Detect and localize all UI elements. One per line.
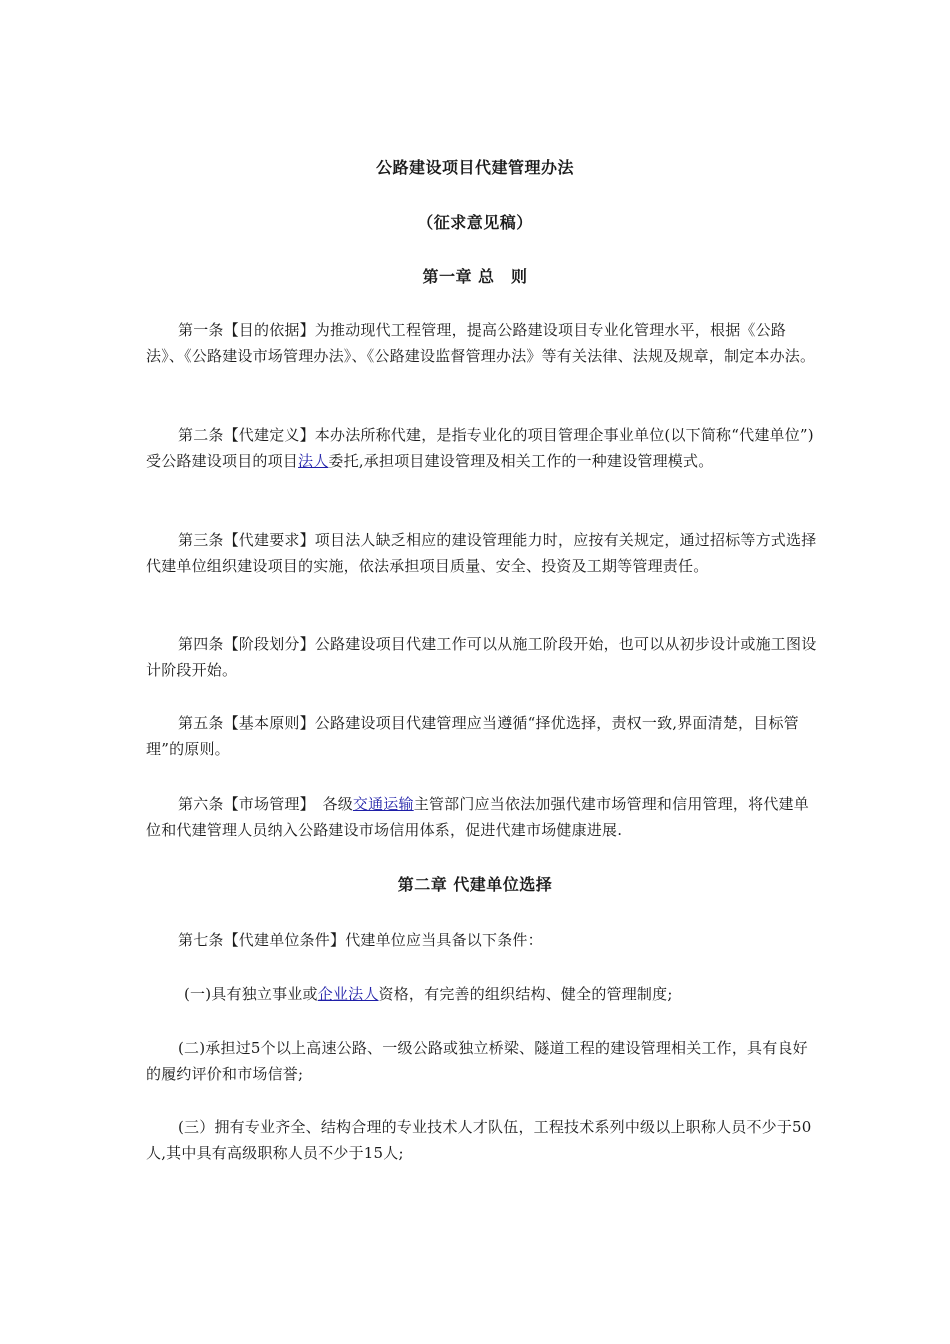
article-6-text-start: 第六条【市场管理】 各级	[178, 795, 353, 813]
article-4: 第四条【阶段划分】公路建设项目代建工作可以从施工阶段开始，也可以从初步设计或施工图设计阶段开始。	[146, 635, 817, 679]
link-corporate-legal-person[interactable]: 企业法人	[317, 985, 379, 1003]
article-7-item-1	[146, 982, 818, 1008]
article-2-text-start: 第二条【代建定义】本办法所称代建，是指专业化的项目管理企事业单位(以下简称“代建单位”)受公路建设项目的项目	[146, 426, 814, 470]
document-title: 公路建设项目代建管理办法	[375, 158, 574, 177]
article-2	[146, 423, 818, 474]
article-1: 第一条【目的依据】为推动现代工程管理，提高公路建设项目专业化管理水平，根据《公路法》、《公路建设市场管理办法》、《公路建设监督管理办法》等有关法律、法规及规章，制定本办法。	[146, 321, 816, 365]
article-6-text-end: 主管部门应当依法加强代建市场管理和信用管理，将代建单位和代建管理人员纳入公路建设市场信用体系，促进代建市场健康进展.	[146, 795, 809, 839]
article-3: 第三条【代建要求】项目法人缺乏相应的建设管理能力时，应按有关规定，通过招标等方式选择代建单位组织建设项目的实施，依法承担项目质量、安全、投资及工期等管理责任。	[146, 531, 817, 575]
article-7: 第七条【代建单位条件】代建单位应当具备以下条件：	[178, 931, 543, 949]
article-2-text-end: 委托,承担项目建设管理及相关工作的一种建设管理模式。	[328, 451, 714, 470]
link-legal-person[interactable]: 法人	[298, 451, 329, 470]
article-6	[146, 792, 818, 843]
link-transportation[interactable]: 交通运输	[352, 795, 414, 813]
document-subtitle: （征求意见稿）	[417, 213, 533, 232]
article-7-item-3: (三）拥有专业齐全、结构合理的专业技术人才队伍，工程技术系列中级以上职称人员不少于50人,其中具有高级职称人员不少于15人;	[146, 1118, 812, 1162]
chapter-1-heading: 第一章 总 则	[422, 267, 528, 286]
chapter-2-heading: 第二章 代建单位选择	[397, 875, 553, 894]
article-5: 第五条【基本原则】公路建设项目代建管理应当遵循“择优选择，责权一致,界面清楚，目标管理”的原则。	[146, 714, 799, 758]
article-7-item-2: (二)承担过5个以上高速公路、一级公路或独立桥梁、隧道工程的建设管理相关工作，具有良好的履约评价和市场信誉;	[146, 1039, 808, 1083]
item-1-text-start: (一)具有独立事业或	[184, 985, 318, 1003]
item-1-text-end: 资格，有完善的组织结构、健全的管理制度;	[378, 985, 673, 1003]
